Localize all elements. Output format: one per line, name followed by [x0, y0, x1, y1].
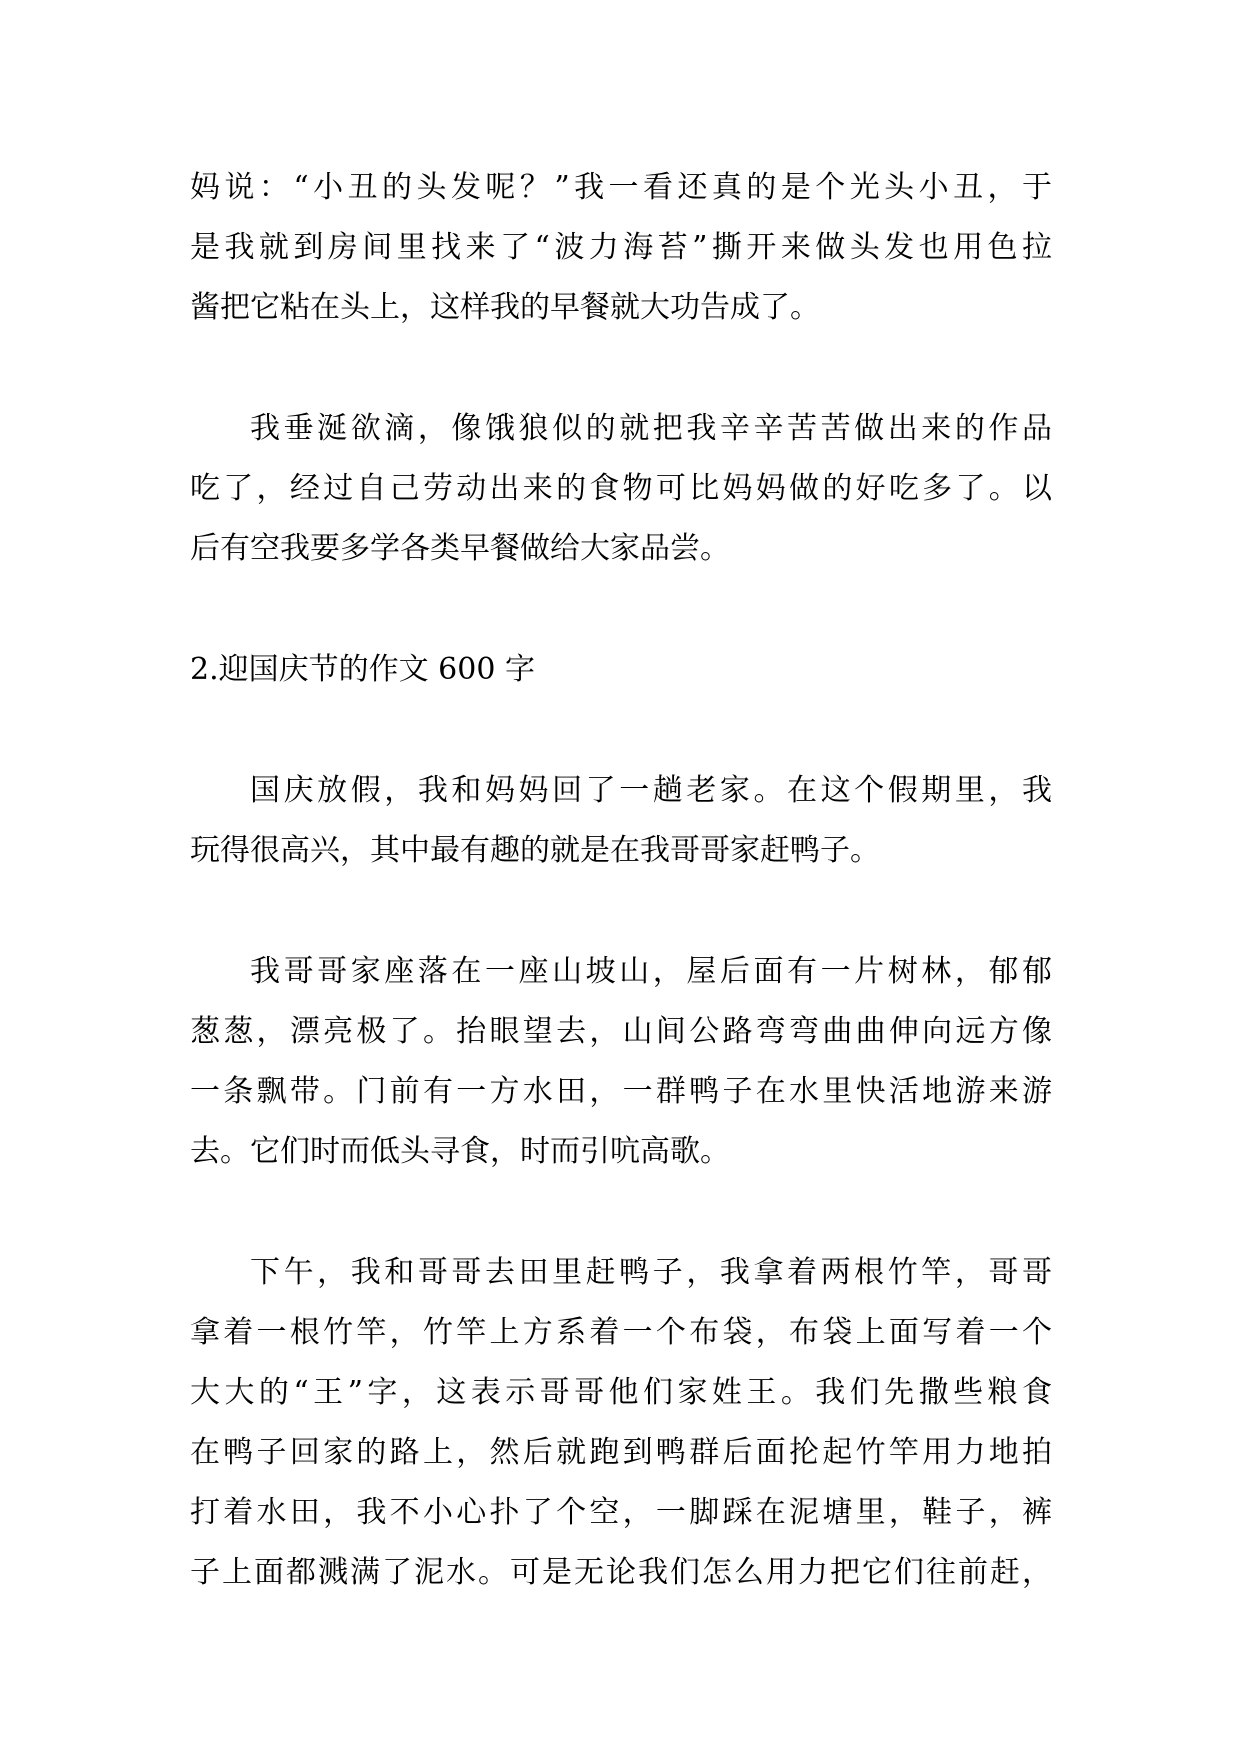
paragraph-line: 子上面都溅满了泥水。可是无论我们怎么用力把它们往前赶，	[190, 1555, 1052, 1590]
paragraph-3	[190, 761, 1052, 881]
paragraph-line: 妈说：“小丑的头发呢？”我一看还真的是个光头小丑，于	[190, 170, 1052, 205]
paragraph-5	[190, 1243, 1052, 1603]
paragraph-line: 我哥哥家座落在一座山坡山，屋后面有一片树林，郁郁	[250, 954, 1052, 989]
paragraph-1	[190, 158, 1052, 338]
paragraph-line: 在鸭子回家的路上，然后就跑到鸭群后面抡起竹竿用力地拍	[190, 1435, 1052, 1470]
paragraph-line: 是我就到房间里找来了“波力海苔”撕开来做头发也用色拉	[190, 230, 1052, 265]
paragraph-line: 酱把它粘在头上，这样我的早餐就大功告成了。	[190, 290, 820, 325]
paragraph-2	[190, 399, 1052, 579]
paragraph-line: 拿着一根竹竿，竹竿上方系着一个布袋，布袋上面写着一个	[190, 1315, 1052, 1350]
paragraph-line: 一条飘带。门前有一方水田，一群鸭子在水里快活地游来游	[190, 1074, 1052, 1109]
paragraph-line: 下午，我和哥哥去田里赶鸭子，我拿着两根竹竿，哥哥	[250, 1255, 1052, 1290]
paragraph-line: 大大的“王”字，这表示哥哥他们家姓王。我们先撒些粮食	[190, 1375, 1052, 1410]
paragraph-4	[190, 942, 1052, 1182]
document-body	[190, 158, 1052, 1603]
paragraph-line: 玩得很高兴，其中最有趣的就是在我哥哥家赶鸭子。	[190, 833, 880, 868]
paragraph-line: 打着水田，我不小心扑了个空，一脚踩在泥塘里，鞋子，裤	[190, 1495, 1052, 1530]
paragraph-line: 葱葱，漂亮极了。抬眼望去，山间公路弯弯曲曲伸向远方像	[190, 1014, 1052, 1049]
paragraph-line: 后有空我要多学各类早餐做给大家品尝。	[190, 531, 730, 566]
paragraph-line: 吃了，经过自己劳动出来的食物可比妈妈做的好吃多了。以	[190, 471, 1052, 506]
section-heading: 2.迎国庆节的作文 600 字	[190, 652, 535, 687]
paragraph-line: 国庆放假，我和妈妈回了一趟老家。在这个假期里，我	[250, 773, 1052, 808]
paragraph-line: 我垂涎欲滴，像饿狼似的就把我辛辛苦苦做出来的作品	[250, 411, 1052, 446]
paragraph-line: 去。它们时而低头寻食，时而引吭高歌。	[190, 1134, 730, 1169]
